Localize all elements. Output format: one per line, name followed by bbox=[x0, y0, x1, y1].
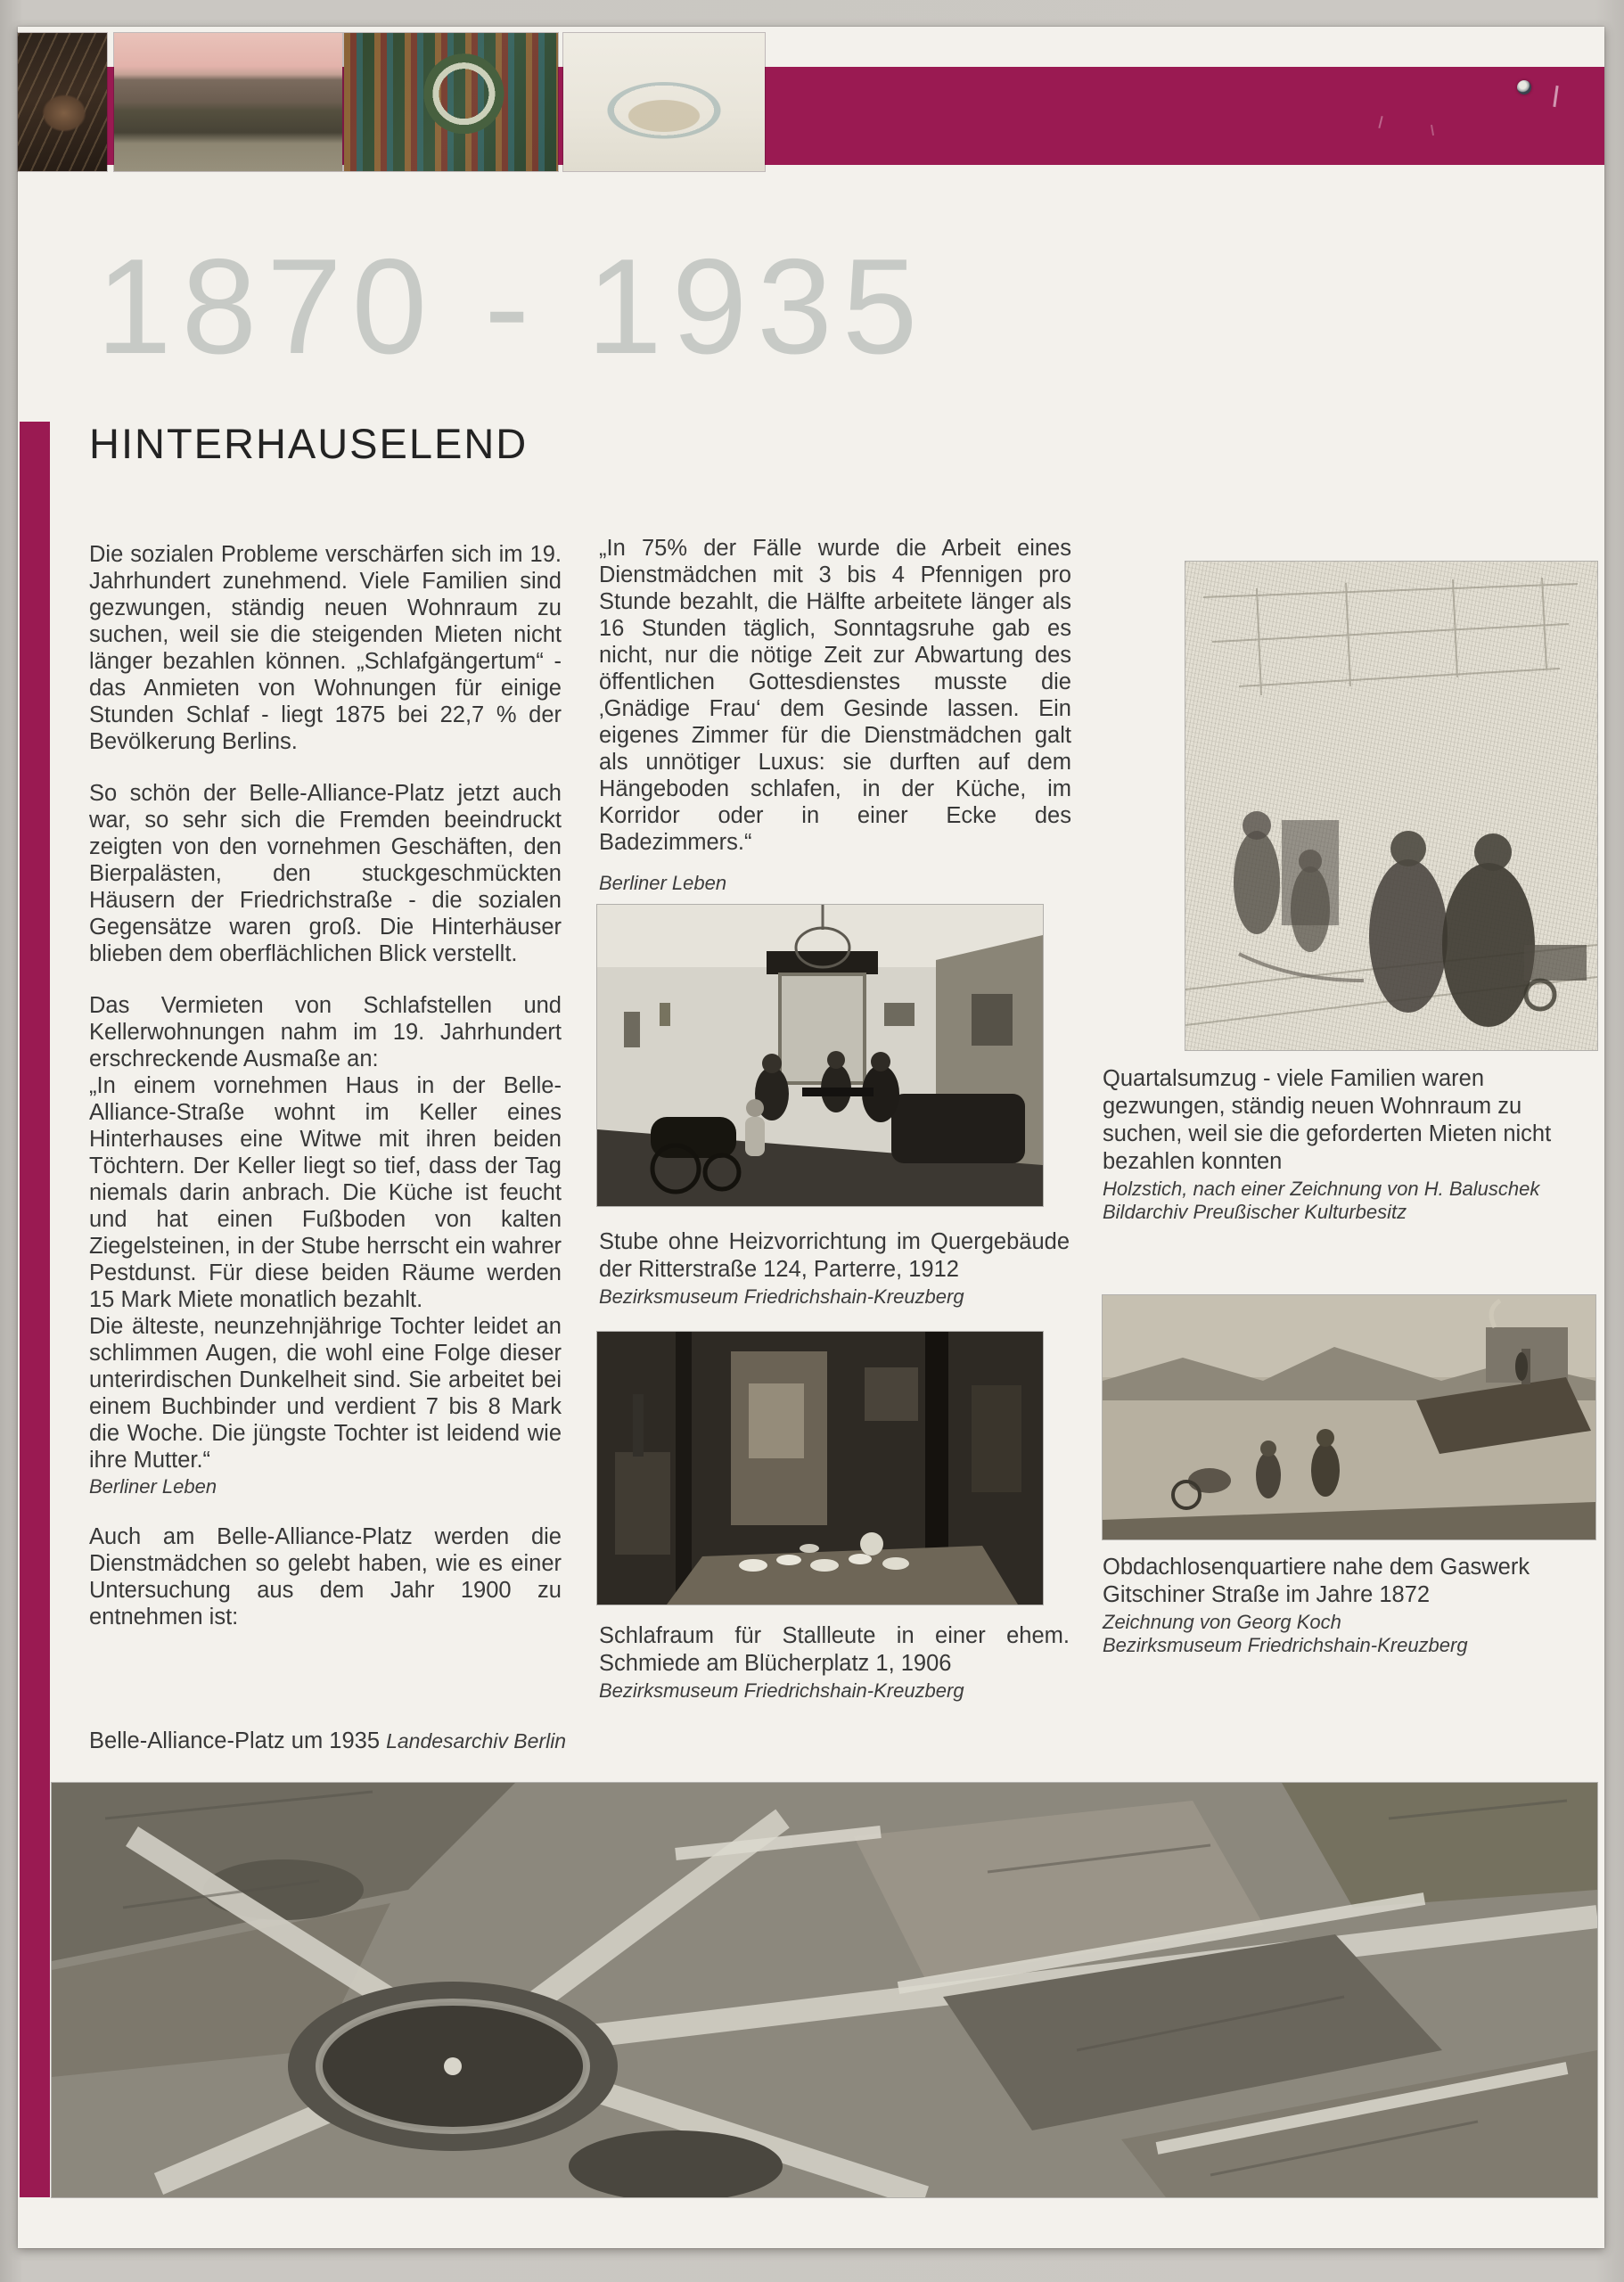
quote-keller-witwe-2: Die älteste, neunzehnjährige Tochter leidet an schlimmen Augen, die wohl eine Folge dieser unterirdischen Dunkelheit sind. Sie arbeitet bei einem Buchbinder und verdient 7 bis 8 Mark die Woche. Die jüngste Tochter ist leidend wie ihre Mutter.“ bbox=[89, 1314, 562, 1473]
drawing-obdachlosenquartiere bbox=[1103, 1295, 1595, 1539]
left-accent-stripe bbox=[20, 422, 50, 2197]
photo-schlafraum-bluecherplatz bbox=[597, 1332, 1043, 1605]
paragraph-dienstmaedchen-intro: Auch am Belle-Alliance-Platz werden die Dienstmädchen so gelebt haben, wie es einer Untersuchung aus dem Jahr 1900 zu entnehmen ist: bbox=[89, 1524, 562, 1629]
obdachlosen-illustration bbox=[1103, 1295, 1595, 1539]
caption-credit-artist: Holzstich, nach einer Zeichnung von H. Baluschek bbox=[1103, 1178, 1540, 1200]
caption-credit-archive: Bildarchiv Preußischer Kulturbesitz bbox=[1103, 1201, 1407, 1223]
caption-text: Quartalsumzug - viele Familien waren gezwungen, ständig neuen Wohnraum zu suchen, weil sie die geforderten Mieten nicht bezahlen konnten bbox=[1103, 1066, 1552, 1174]
caption-credit: Bezirksmuseum Friedrichshain-Kreuzberg bbox=[599, 1679, 964, 1702]
photo-belle-alliance-platz-aerial bbox=[52, 1783, 1597, 2197]
figure-caption-obdachlosen bbox=[1103, 1554, 1603, 1657]
caption-text: Stube ohne Heizvorrichtung im Quergebäude der Ritterstraße 124, Parterre, 1912 bbox=[599, 1229, 1070, 1282]
photo-stube-ritterstrasse bbox=[597, 905, 1043, 1206]
paragraph-belle-alliance-contrasts: So schön der Belle-Alliance-Platz jetzt auch war, so sehr sich die Fremden beeindruckt zeigten von den vornehmen Geschäften, den Bierpalästen, den stuckgeschmückten Häusern der Friedrichstraße - die sozialen Gegensätze waren groß. Die Hinterhäuser blieben dem oberflächlichen Blick verstellt. bbox=[89, 781, 562, 966]
quote-source: Berliner Leben bbox=[599, 872, 727, 894]
woodcut-quartalsumzug bbox=[1185, 562, 1597, 1050]
figure-caption-schlafraum bbox=[599, 1622, 1070, 1703]
postcard-belle-alliance-platz-color bbox=[114, 33, 342, 171]
caption-text: Obdachlosenquartiere nahe dem Gaswerk Gitschiner Straße im Jahre 1872 bbox=[1103, 1555, 1530, 1607]
page-title: HINTERHAUSELEND bbox=[89, 420, 529, 467]
figure-caption-stube bbox=[599, 1228, 1070, 1309]
paragraph-social-problems: Die sozialen Probleme verschärfen sich im 19. Jahrhundert zunehmend. Viele Familien sind gezwungen, ständig neuen Wohnraum zu suchen, weil sie die steigenden Mieten nicht länger bezahlen können. „Schlafgängertum“ - das Anmieten von Wohnungen für einige Stunden Schlaf - liegt 1875 bei 22,7 % der Bevölkerung Berlins. bbox=[89, 542, 562, 754]
caption-text: Belle-Alliance-Platz um 1935 bbox=[89, 1728, 380, 1753]
era-years-heading: 1870 - 1935 bbox=[96, 231, 928, 382]
caption-credit: Bezirksmuseum Friedrichshain-Kreuzberg bbox=[599, 1285, 964, 1308]
figure-caption-quartalsumzug bbox=[1103, 1065, 1603, 1224]
woodcut-illustration bbox=[1185, 562, 1597, 1050]
paragraph-schlafstellen-intro: Das Vermieten von Schlafstellen und Kellerwohnungen nahm im 19. Jahrhundert erschreckende Ausmaße an: bbox=[89, 993, 562, 1071]
postcard-aerial-monument-sepia bbox=[18, 33, 107, 171]
poster-panel bbox=[18, 27, 1604, 2248]
caption-credit-museum: Bezirksmuseum Friedrichshain-Kreuzberg bbox=[1103, 1634, 1468, 1656]
quote-text: „In 75% der Fälle wurde die Arbeit eines Dienstmädchen mit 3 bis 4 Pfennigen pro Stunde bezahlt, die Hälfte arbeitete länger als 16 Stunden täglich, Sonntagsruhe gab es nicht, nur die nötige Zeit zur Abwartung des öffentlichen Gottesdienstes musste die ‚Gnädige Frau‘ dem Gesinde lassen. Ein eigenes Zimmer für die Dienstmädchen galt als unnötiger Luxus: sie durften auf dem Hängeboden schlafen, in der Küche, im Korridor oder in einer Ecke des Badezimmers.“ bbox=[599, 536, 1071, 855]
caption-credit: Landesarchiv Berlin bbox=[386, 1729, 567, 1753]
aerial-illustration bbox=[52, 1783, 1597, 2197]
quote-keller-witwe-1: „In einem vornehmen Haus in der Belle-Alliance-Straße wohnt im Keller eines Hinterhauses eine Witwe mit ihren beiden Töchtern. Der Keller liegt so tief, dass der Tag niemals darin anbrach. Die Küche ist feucht und hat einen Fußboden von kalten Ziegelsteinen, in der Stube herrscht ein wahrer Pestdunst. Für diese beiden Räume werden 15 Mark Miete monatlich bezahlt. bbox=[89, 1073, 562, 1312]
postcard-mehringplatz-aerial bbox=[344, 33, 558, 171]
servant-girls-quote bbox=[599, 535, 1071, 856]
left-text-column bbox=[89, 541, 562, 1655]
figure-caption-belle-alliance bbox=[89, 1728, 624, 1755]
postcard-platz-watercolor-drawing bbox=[563, 33, 765, 171]
caption-text: Schlafraum für Stallleute in einer ehem. Schmiede am Blücherplatz 1, 1906 bbox=[599, 1623, 1070, 1676]
photo-stube-illustration bbox=[597, 905, 1043, 1206]
screw-icon bbox=[1517, 80, 1531, 94]
quote-source: Berliner Leben bbox=[89, 1475, 217, 1498]
photo-schlafraum-illustration bbox=[597, 1332, 1043, 1605]
caption-credit-artist: Zeichnung von Georg Koch bbox=[1103, 1611, 1341, 1633]
